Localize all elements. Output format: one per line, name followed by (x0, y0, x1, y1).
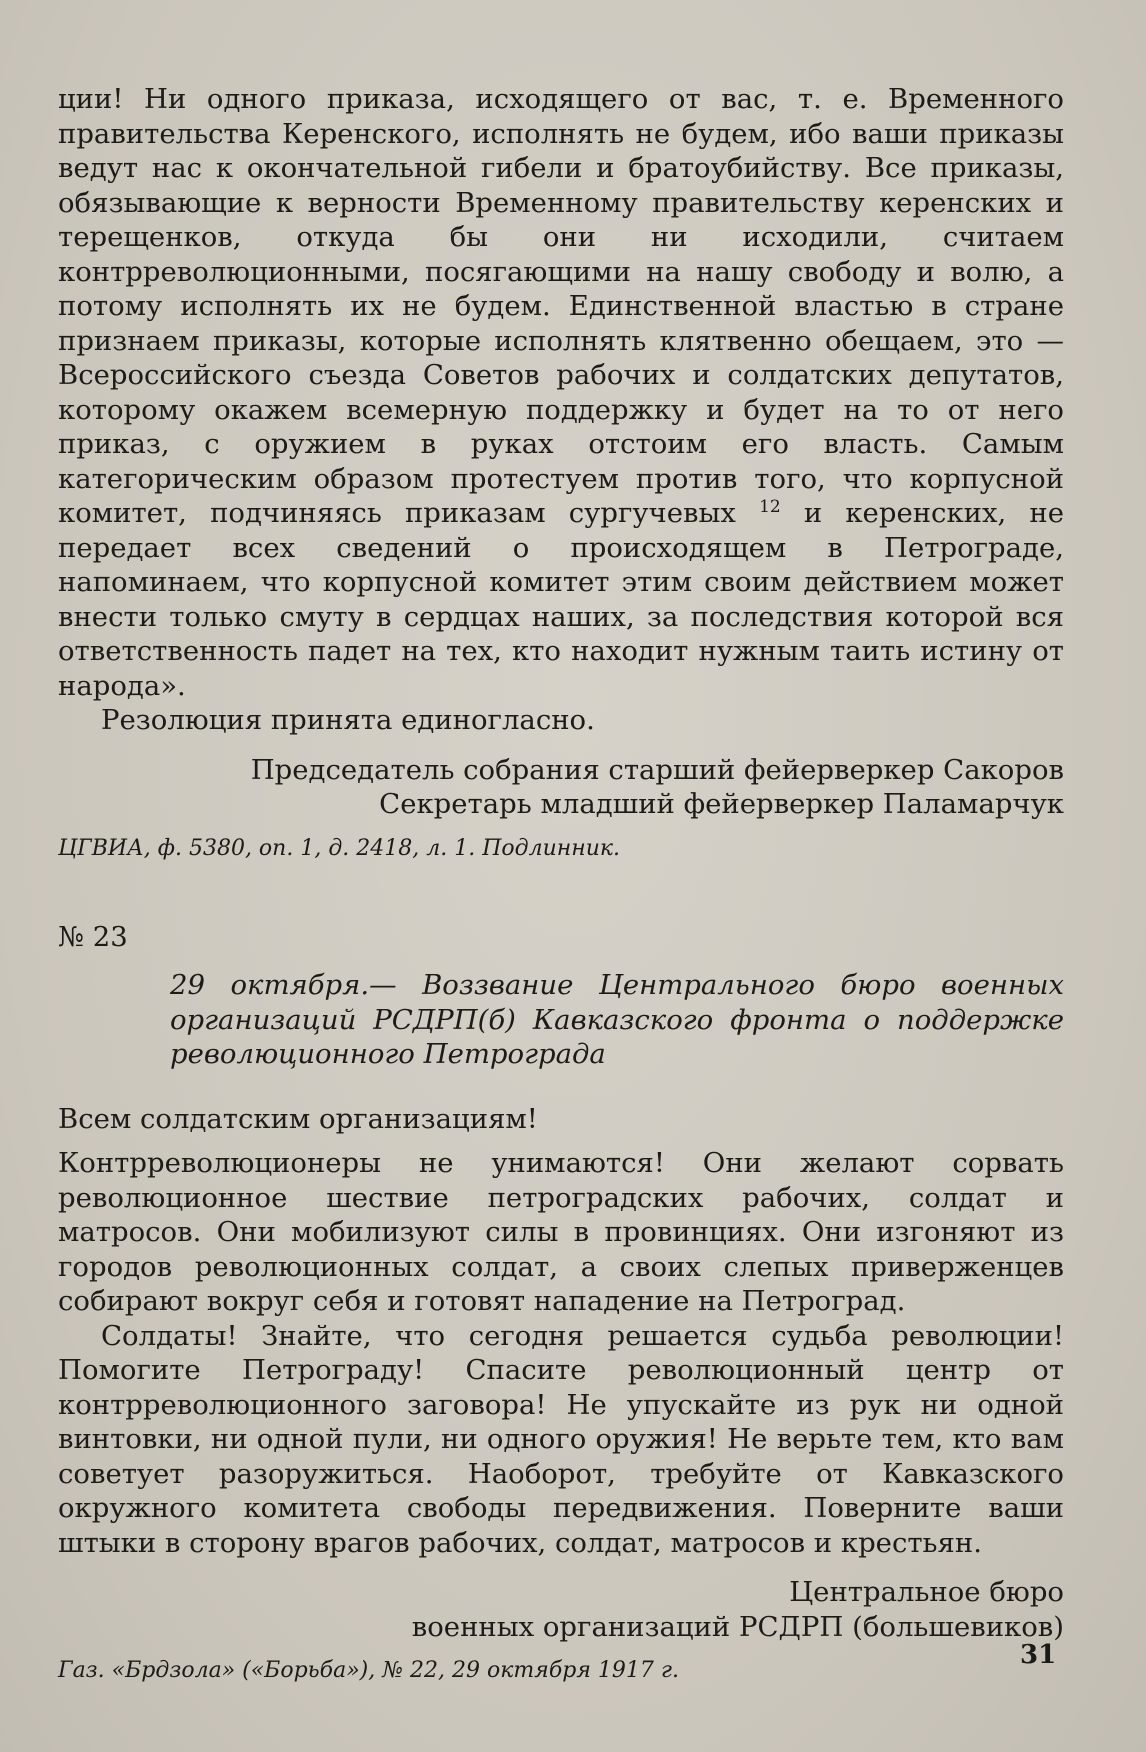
resolution-line: Резолюция принята единогласно. (101, 704, 595, 736)
document-heading: 29 октября.— Воззвание Центрального бюро военных организаций РСДРП(б) Кавказского фронта о поддержке революционного Петрограда (170, 969, 1064, 1070)
footnote-marker: 12 (759, 496, 781, 517)
continuation-paragraph (58, 82, 1064, 703)
body-paragraph-1: Контрреволюционеры не унимаются! Они желают сорвать революционное шествие петроградских рабочих, солдат и матросов. Они мобилизуют силы в провинциях. Они изгоняют из городов революционных солдат, а своих слепых приверженцев собирают вокруг себя и готовят нападение на Петроград. (58, 1147, 1064, 1317)
newspaper-source: Газ. «Брдзола» («Борьба»), № 22, 29 октября 1917 г. (58, 1658, 679, 1683)
document-number: № 23 (58, 920, 128, 953)
page-body (58, 82, 1064, 1686)
closing-signature (58, 1575, 1064, 1644)
body-paragraph-2: Солдаты! Знайте, что сегодня решается судьба революции! Помогите Петрограду! Спасите революционный центр от контрреволюционного заговора! Не упускайте из рук ни одной винтовки, ни одной пули, ни одного оружия! Не верьте тем, кто вам советует разоружиться. Наоборот, требуйте от Кавказского окружного комитета свободы передвижения. Поверните ваши штыки в сторону врагов рабочих, солдат, матросов и крестьян. (58, 1319, 1064, 1559)
archival-source: ЦГВИА, ф. 5380, оп. 1, д. 2418, л. 1. Подлинник. (58, 835, 621, 861)
page-number: 31 (1020, 1640, 1057, 1670)
signatures (58, 753, 1064, 822)
continuation-text: ции! Ни одного приказа, исходящего от вас, т. е. Временного правительства Керенского, исполнять не будем, ибо ваши приказы ведут нас к окончательной гибели и братоубийству. Все приказы, обязывающие к верности Временному правительству керенских и терещенков, откуда бы они ни исходили, считаем контрреволюционными, посягающими на нашу свободу и волю, а потому исполнять их не будем. Единственной властью в стране признаем приказы, которые исполнять клятвенно обещаем, это — Всероссийского съезда Советов рабочих и солдатских депутатов, которому окажем всемерную поддержку и будет на то от него приказ, с оружием в руках отстоим его власть. Самым категорическим образом протестуем против того, что корпусной комитет, подчиняясь приказам сургучевых (58, 83, 1064, 529)
signature-secretary: Секретарь младший фейерверкер Паламарчук (379, 788, 1064, 820)
continuation-tail: и керенских, не передает всех сведений о происходящем в Петрограде, напоминаем, что корпусной комитет этим своим действием может внести только смуту в сердцах наших, за последствия которой вся ответственность падет на тех, кто находит нужным таить истину от народа». (58, 497, 1064, 702)
closing-line-1: Центральное бюро (789, 1576, 1064, 1608)
closing-line-2: военных организаций РСДРП (большевиков) (411, 1610, 1064, 1643)
signature-chairman: Председатель собрания старший фейерверкер Сакоров (250, 753, 1064, 786)
salutation: Всем солдатским организациям! (58, 1102, 538, 1135)
